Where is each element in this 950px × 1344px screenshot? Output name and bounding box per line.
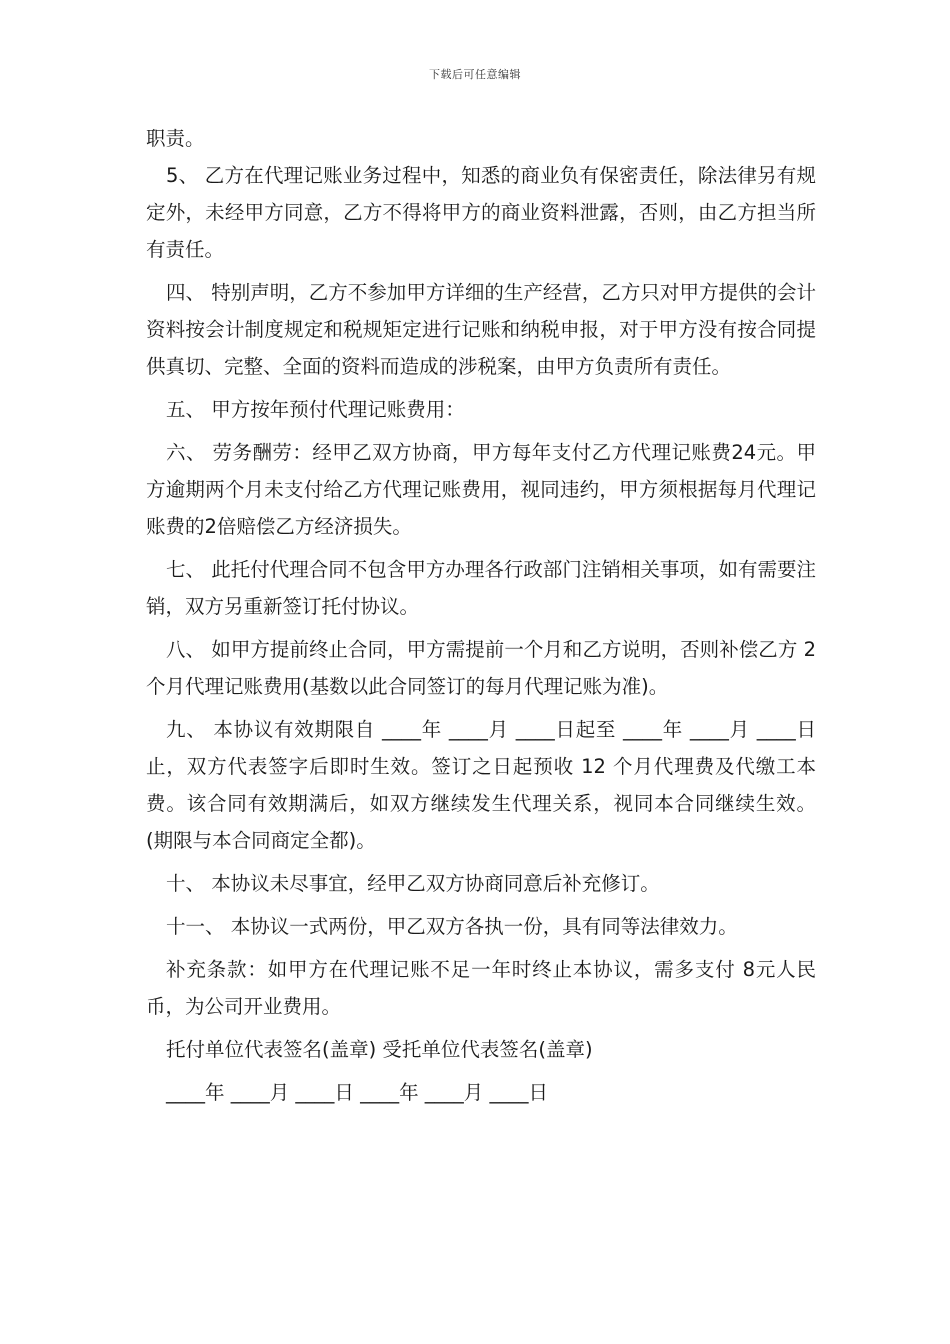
paragraph-clause-5: 5、 乙方在代理记账业务过程中，知悉的商业负有保密责任，除法律另有规定外，未经甲方同意，乙方不得将甲方的商业资料泄露，否则，由乙方担当所有责任。 [146,164,816,261]
paragraph-clause-9: 九、 本协议有效期限自 ____年 ____月 ____日起至 ____年 ____月 ____日止，双方代表签字后即时生效。签订之日起预收 12 个月代理费及代缴工本费。该合同有效期满后，如双方继续发生代理关系，视同本合同继续生效。(期限与本合同商定全都)。 [146,718,816,852]
paragraph-clause-6: 六、 劳务酬劳：经甲乙双方协商，甲方每年支付乙方代理记账费24元。甲方逾期两个月未支付给乙方代理记账费用，视同违约，甲方须根据每月代理记账费的2倍赔偿乙方经济损失。 [146,441,816,538]
paragraph-clause-11: 十一、 本协议一式两份，甲乙双方各执一份，具有同等法律效力。 [166,915,738,938]
paragraph-supplementary: 补充条款：如甲方在代理记账不足一年时终止本协议，需多支付 8元人民币，为公司开业费用。 [146,958,816,1018]
paragraph-clause-7: 七、 此托付代理合同不包含甲方办理各行政部门注销相关事项，如有需要注销，双方另重新签订托付协议。 [146,558,816,618]
page-header: 下载后可任意编辑 [429,68,521,81]
document-body [146,120,816,1117]
paragraph-signatures: 托付单位代表签名(盖章) 受托单位代表签名(盖章) [166,1038,593,1061]
paragraph-clause-5-prepay: 五、 甲方按年预付代理记账费用： [166,398,465,421]
paragraph-clause-10: 十、 本协议未尽事宜，经甲乙双方协商同意后补充修订。 [166,872,660,895]
paragraph-clause-4: 四、 特别声明，乙方不参加甲方详细的生产经营，乙方只对甲方提供的会计资料按会计制度规定和税规矩定进行记账和纳税申报，对于甲方没有按合同提供真切、完整、全面的资料而造成的涉税案，由甲方负责所有责任。 [146,281,816,378]
paragraph-clause-8: 八、 如甲方提前终止合同，甲方需提前一个月和乙方说明，否则补偿乙方 2 个月代理记账费用(基数以此合同签订的每月代理记账为准)。 [146,638,816,698]
paragraph-duty-end: 职责。 [146,127,205,150]
paragraph-signature-dates: ____年 ____月 ____日 ____年 ____月 ____日 [166,1081,548,1104]
